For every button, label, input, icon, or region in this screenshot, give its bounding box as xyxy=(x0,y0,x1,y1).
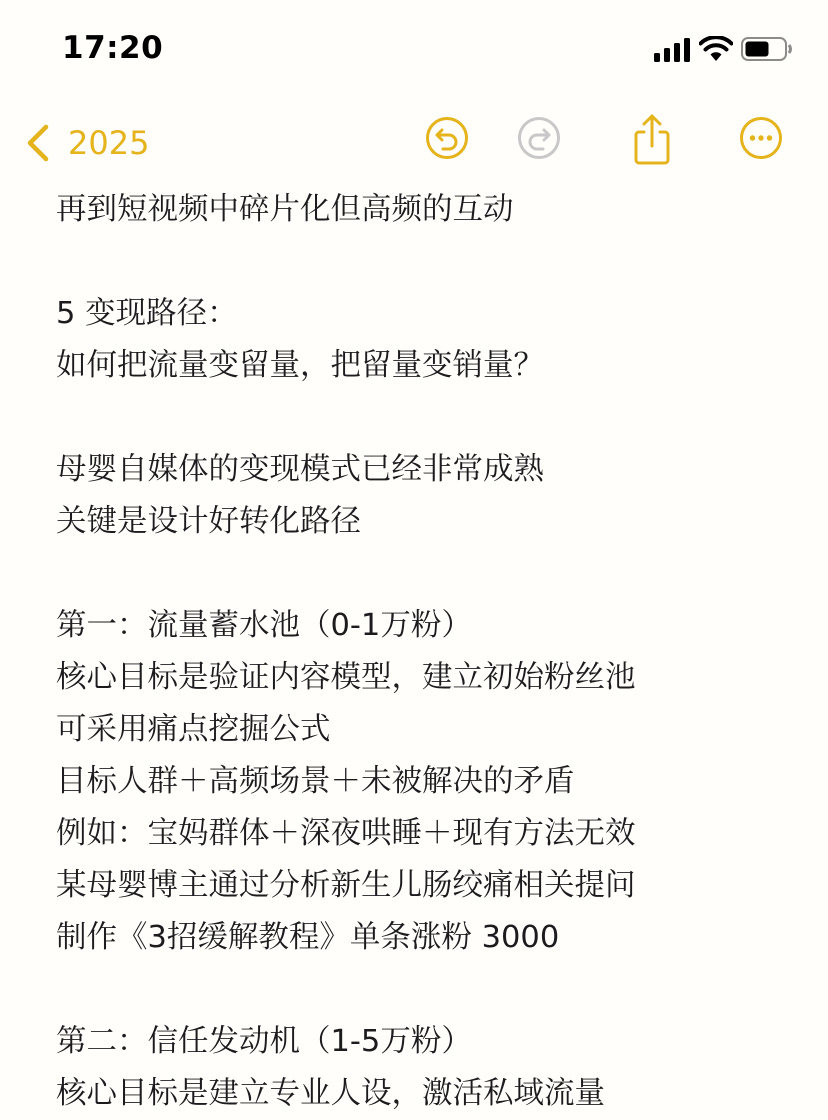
battery-icon xyxy=(741,36,793,62)
note-body[interactable] xyxy=(56,184,796,1120)
more-icon[interactable] xyxy=(739,116,783,160)
cellular-signal-icon xyxy=(654,38,690,62)
status-bar xyxy=(0,0,828,100)
note-line xyxy=(56,964,796,1016)
back-label: 2025 xyxy=(68,124,150,162)
status-time: 17:20 xyxy=(62,30,164,66)
note-line: 制作《3招缓解教程》单条涨粉 3000 xyxy=(56,920,560,955)
note-line: 核心目标是验证内容模型，建立初始粉丝池 xyxy=(56,660,636,695)
note-line: 再到短视频中碎片化但高频的互动 xyxy=(56,192,514,227)
undo-icon[interactable] xyxy=(425,116,469,160)
note-line: 5 变现路径： xyxy=(56,296,238,331)
note-line xyxy=(56,548,796,600)
note-line: 例如：宝妈群体＋深夜哄睡＋现有方法无效 xyxy=(56,816,636,851)
redo-icon[interactable] xyxy=(517,116,561,160)
wifi-icon xyxy=(699,36,733,62)
note-line xyxy=(56,236,796,288)
nav-bar xyxy=(0,110,828,176)
note-line: 第二：信任发动机（1-5万粉） xyxy=(56,1024,472,1059)
chevron-left-icon xyxy=(24,123,52,163)
note-line: 关键是设计好转化路径 xyxy=(56,504,361,539)
note-line: 核心目标是建立专业人设，激活私域流量 xyxy=(56,1076,605,1111)
note-line: 第一：流量蓄水池（0-1万粉） xyxy=(56,608,472,643)
note-line: 某母婴博主通过分析新生儿肠绞痛相关提问 xyxy=(56,868,636,903)
note-line: 如何把流量变留量，把留量变销量？ xyxy=(56,348,544,383)
note-line xyxy=(56,392,796,444)
note-line: 可采用痛点挖掘公式 xyxy=(56,712,331,747)
share-icon[interactable] xyxy=(630,112,674,166)
note-line: 目标人群＋高频场景＋未被解决的矛盾 xyxy=(56,764,575,799)
note-line: 母婴自媒体的变现模式已经非常成熟 xyxy=(56,452,544,487)
back-button[interactable] xyxy=(24,120,149,166)
